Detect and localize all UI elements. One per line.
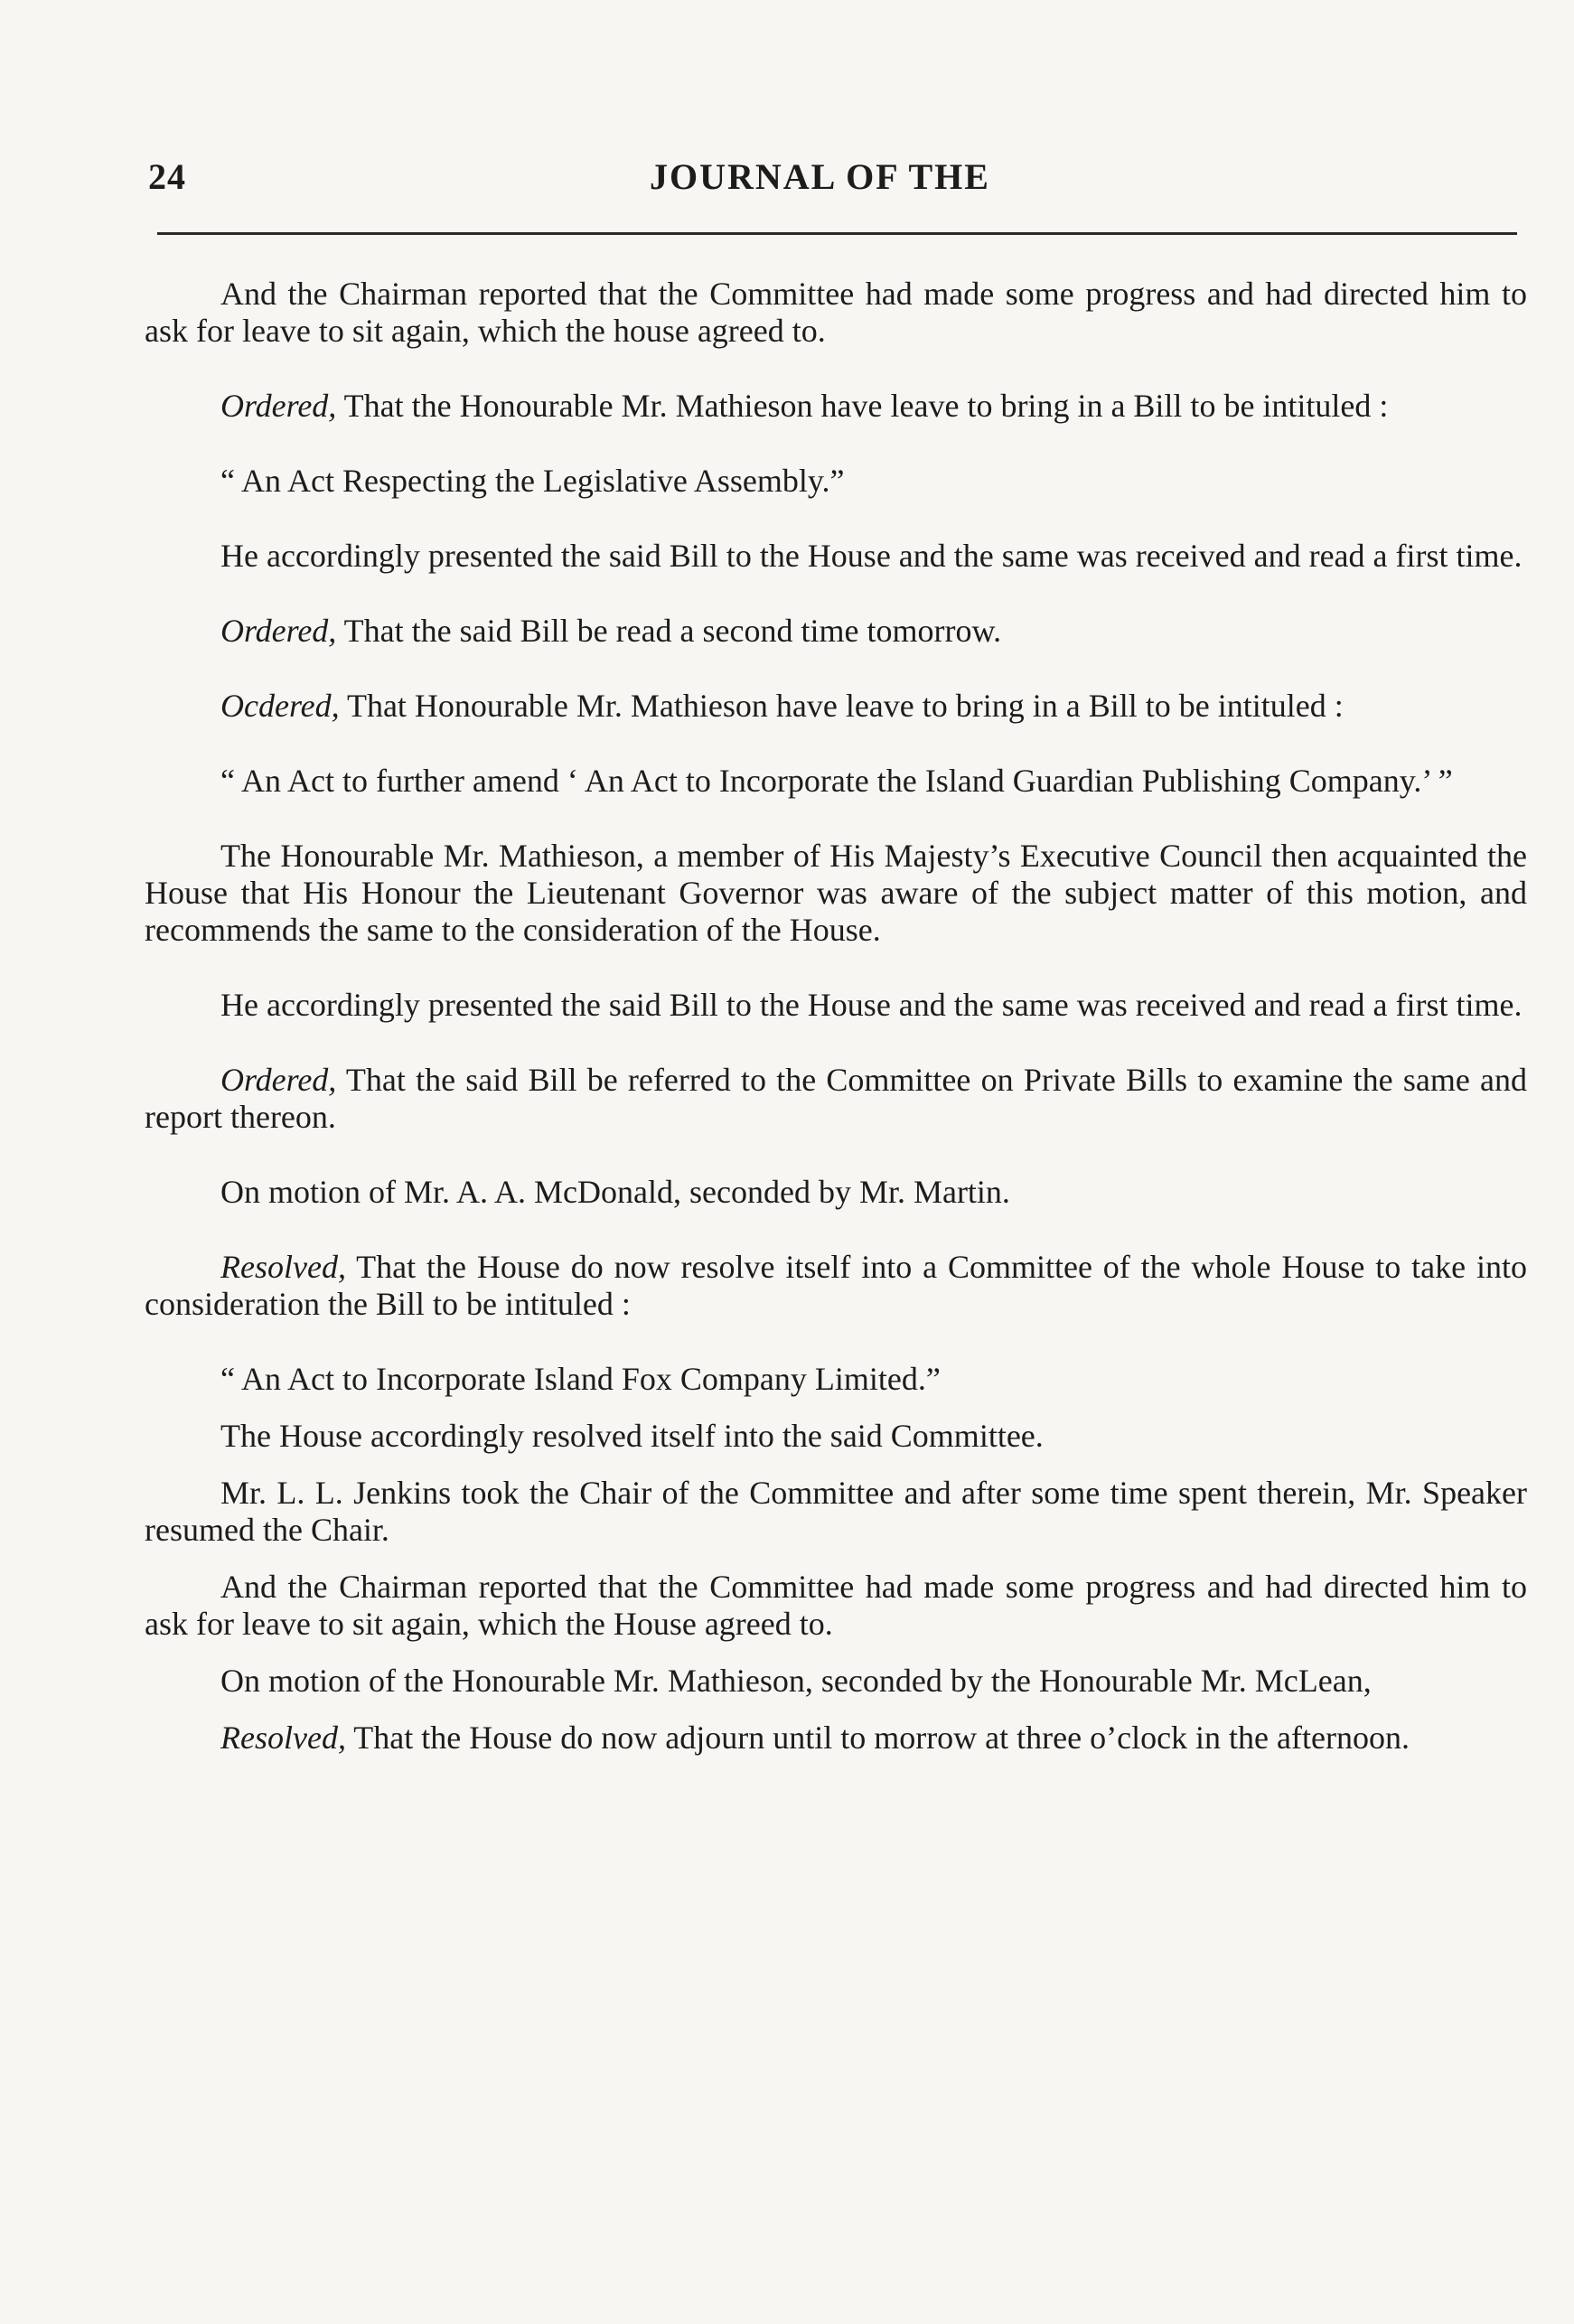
paragraph-chairman-report: And the Chairman reported that the Committee had made some progress and had directed him to ask for leave to sit again, which the house agreed to. — [145, 276, 1527, 349]
paragraph-executive-council: The Honourable Mr. Mathieson, a member of His Majesty’s Executive Council then acquainted the House that His Honour the Lieutenant Governor was aware of the subject matter of this motion, and recommends the same to the consideration of the House. — [145, 838, 1527, 948]
paragraph-jenkins-chair: Mr. L. L. Jenkins took the Chair of the Committee and after some time spent therein, Mr. Speaker resumed the Chair. — [145, 1475, 1527, 1548]
paragraph-first-reading: He accordingly presented the said Bill to the House and the same was received and read a first time. — [220, 538, 1522, 574]
paragraph-lead: Resolved, — [220, 1720, 346, 1756]
bill-title-legislative-assembly: “ An Act Respecting the Legislative Assembly.” — [220, 463, 845, 499]
paragraph-motion-mathieson: On motion of the Honourable Mr. Mathieson, seconded by the Honourable Mr. McLean, — [220, 1663, 1372, 1699]
paragraph-motion-mcdonald: On motion of Mr. A. A. McDonald, seconded by Mr. Martin. — [220, 1174, 1010, 1210]
paragraph-lead: Ordered, — [220, 613, 337, 649]
paragraph-chairman-report-2: And the Chairman reported that the Committee had made some progress and had directed him to ask for leave to sit again, which the House agreed to. — [145, 1569, 1527, 1642]
paragraph-ordered-private-bills: Ordered, That the said Bill be referred to the Committee on Private Bills to examine the same and report thereon. — [145, 1062, 1527, 1135]
paragraph-lead: Ocdered, — [220, 688, 340, 724]
paragraph-ordered-second-reading: Ordered, That the said Bill be read a second time tomorrow. — [220, 613, 1002, 649]
page-header — [145, 155, 1518, 210]
paragraph-lead: Resolved, — [220, 1249, 346, 1285]
paragraph-lead: Ordered, — [220, 388, 337, 424]
paragraph-resolved-adjourn: Resolved, That the House do now adjourn until to morrow at three o’clock in the afternoon. — [220, 1720, 1410, 1756]
page-number: 24 — [148, 156, 186, 197]
paragraph-first-reading-2: He accordingly presented the said Bill to the House and the same was received and read a first time. — [220, 987, 1522, 1023]
paragraph-ordered-leave-bill-2: Ocdered, That Honourable Mr. Mathieson have leave to bring in a Bill to be intituled : — [220, 688, 1344, 724]
paragraph-ordered-leave-bill: Ordered, That the Honourable Mr. Mathieson have leave to bring in a Bill to be intituled : — [220, 388, 1389, 424]
bill-title-island-fox: “ An Act to Incorporate Island Fox Company Limited.” — [220, 1361, 941, 1397]
header-rule — [157, 232, 1517, 235]
paragraph-resolved-committee: Resolved, That the House do now resolve itself into a Committee of the whole House to take into consideration the Bill to be intituled : — [145, 1249, 1527, 1322]
bill-title-guardian-publishing: “ An Act to further amend ‘ An Act to Incorporate the Island Guardian Publishing Company.’ ” — [220, 763, 1453, 799]
journal-body — [145, 276, 1527, 1776]
paragraph-lead: Ordered, — [220, 1062, 337, 1098]
running-title: JOURNAL OF THE — [650, 156, 990, 197]
paragraph-house-resolved: The House accordingly resolved itself into the said Committee. — [220, 1418, 1044, 1454]
